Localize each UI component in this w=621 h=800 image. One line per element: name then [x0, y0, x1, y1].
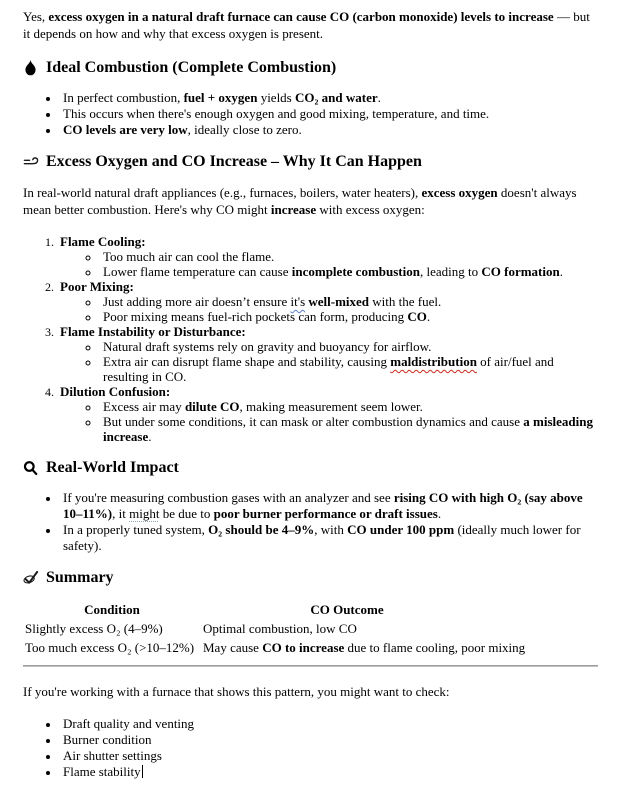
list-item [60, 748, 598, 764]
text-run: due to flame cooling, poor mixing [344, 640, 526, 655]
text-run: O₂ should be 4–9% [208, 522, 315, 537]
text-run: dilute CO [184, 399, 240, 414]
text-run: Lower flame temperature can cause [103, 264, 292, 279]
text-run: In a properly tuned system, [63, 522, 209, 537]
text-run: excess oxygen in a natural draft furnace can cause CO (carbon monoxide) levels to increase [48, 9, 554, 24]
sub-list [60, 399, 598, 444]
text-run: (ideally much lower for safety). [63, 522, 581, 553]
sub-list [60, 294, 598, 324]
text-run: Optimal combustion, low CO [203, 621, 357, 636]
list-item [60, 90, 598, 106]
text-run: Slightly excess O₂ (4–9%) [25, 621, 163, 636]
bullet-list [23, 716, 598, 780]
text-run: But under some conditions, it can mask or alter combustion dynamics and cause [103, 414, 524, 429]
paragraph [23, 8, 598, 42]
list-item [100, 414, 598, 444]
heading-real-world-impact [23, 458, 598, 478]
table-column-header: Condition [84, 602, 140, 617]
text-run: . [377, 90, 381, 105]
list-item [100, 309, 598, 324]
table-row [23, 638, 493, 657]
bullet-list [23, 490, 598, 554]
text-run: CO [407, 309, 427, 324]
list-item [60, 716, 598, 732]
text-run: poor burner performance or draft issues [213, 506, 438, 521]
text-run: If you're measuring combustion gases with an analyzer and see [63, 490, 394, 505]
text-run: Excess air may [103, 399, 185, 414]
list-item [60, 732, 598, 748]
text-run: might [129, 506, 160, 521]
text-run: CO levels are very low [63, 122, 188, 137]
heading-text [46, 458, 179, 478]
text-run: rising CO with high O₂ (say above 10–11%) [63, 490, 583, 521]
text-run: Flame stability [63, 764, 141, 779]
text-run: Too much air can cool the flame. [103, 249, 275, 264]
text-run: . [559, 264, 563, 279]
sub-list [60, 339, 598, 384]
text-run: be due to [159, 506, 214, 521]
text-run: CO to increase [262, 640, 345, 655]
check-icon [23, 570, 39, 586]
table-column-header: CO Outcome [310, 602, 384, 617]
text-run: In real-world natural draft appliances (e.g., furnaces, boilers, water heaters), [23, 185, 422, 200]
text-run: , with [314, 522, 348, 537]
text-run: Natural draft systems rely on gravity and buoyancy for airflow. [103, 339, 432, 354]
sub-list [60, 249, 598, 279]
list-item [57, 324, 598, 384]
text-run: If you're working with a furnace that shows this pattern, you might want to check: [23, 684, 450, 699]
text-run: Excess Oxygen and CO Increase – Why It Can Happen [46, 153, 422, 170]
text-run: Extra air can disrupt flame shape and stability, causing [103, 354, 391, 369]
text-run: , it [112, 506, 130, 521]
text-run: . [426, 309, 431, 324]
table-cell [201, 638, 526, 657]
text-run: In perfect combustion, [63, 90, 184, 105]
text-cursor [142, 765, 143, 778]
summary-table [23, 600, 526, 657]
text-run: Burner condition [63, 732, 152, 747]
text-run: Air shutter settings [63, 748, 162, 763]
heading-summary [23, 568, 598, 588]
table-header-row [23, 600, 493, 619]
text-run: . [437, 506, 442, 521]
list-item [100, 339, 598, 354]
flame-icon [23, 60, 39, 76]
text-run: Draft quality and venting [63, 716, 195, 731]
text-run: CO under 100 ppm [347, 522, 455, 537]
text-run: Ideal Combustion (Complete Combustion) [46, 59, 337, 76]
text-run: incomplete combustion [291, 264, 420, 279]
text-run: Flame Instability or Disturbance: [60, 324, 246, 339]
table-cell [23, 638, 201, 657]
text-run: Poor Mixing: [60, 279, 134, 294]
list-item [60, 522, 598, 554]
list-item [57, 279, 598, 324]
text-run: — but it depends on how and why that excess oxygen is present. [23, 9, 590, 41]
text-run: with the fuel. [369, 294, 442, 309]
table-cell [23, 619, 201, 638]
text-run: Yes, [23, 9, 49, 24]
text-run: a misleading increase [103, 414, 593, 444]
text-run: yields [257, 90, 295, 105]
list-item [100, 294, 598, 309]
heading-excess-oxygen [23, 152, 598, 172]
text-run: of air/fuel and resulting in CO. [103, 354, 554, 384]
text-run: , making measurement seem lower. [239, 399, 423, 414]
paragraph [23, 184, 598, 218]
heading-ideal-combustion [23, 58, 598, 78]
text-run: , leading to [419, 264, 482, 279]
heading-text [46, 58, 336, 78]
list-item [100, 249, 598, 264]
text-run: excess oxygen [421, 185, 498, 200]
text-run: CO₂ and water [295, 90, 378, 105]
text-run: well-mixed [308, 294, 370, 309]
text-run: Summary [46, 569, 114, 586]
list-item [60, 122, 598, 138]
magnifier-icon [23, 460, 39, 476]
text-run: This occurs when there's enough oxygen and good mixing, temperature, and time. [63, 106, 490, 121]
text-run: Just adding more air doesn’t ensure [103, 294, 291, 309]
text-run: May cause [203, 640, 263, 655]
text-run: maldistribution [390, 354, 477, 369]
text-run: Poor mixing means fuel-rich pockets can form, producing [103, 309, 408, 324]
numbered-list [23, 234, 598, 444]
text-run: Real-World Impact [46, 459, 179, 476]
text-run: increase [270, 202, 317, 217]
text-run: , ideally close to zero. [187, 122, 302, 137]
wind-icon [23, 154, 39, 170]
text-run: it's [290, 294, 306, 309]
text-run: fuel + oxygen [183, 90, 258, 105]
table-row [23, 619, 493, 638]
text-run: . [148, 429, 152, 444]
paragraph [23, 683, 598, 700]
bullet-list [23, 90, 598, 138]
table-cell [201, 619, 493, 638]
text-run: Dilution Confusion: [60, 384, 171, 399]
list-item [57, 384, 598, 444]
horizontal-rule [23, 665, 598, 667]
list-item [100, 399, 598, 414]
text-run: Flame Cooling: [60, 234, 146, 249]
text-run: CO formation [481, 264, 560, 279]
list-item [57, 234, 598, 279]
list-item [60, 490, 598, 522]
list-item [100, 264, 598, 279]
list-item [60, 106, 598, 122]
text-run: doesn't always mean better combustion. Here's why CO might [23, 185, 577, 217]
heading-text [46, 568, 114, 588]
heading-text [46, 152, 422, 172]
list-item [60, 764, 598, 780]
text-run: Too much excess O₂ (>10–12%) [25, 640, 195, 655]
text-run: with excess oxygen: [316, 202, 425, 217]
list-item [100, 354, 598, 384]
